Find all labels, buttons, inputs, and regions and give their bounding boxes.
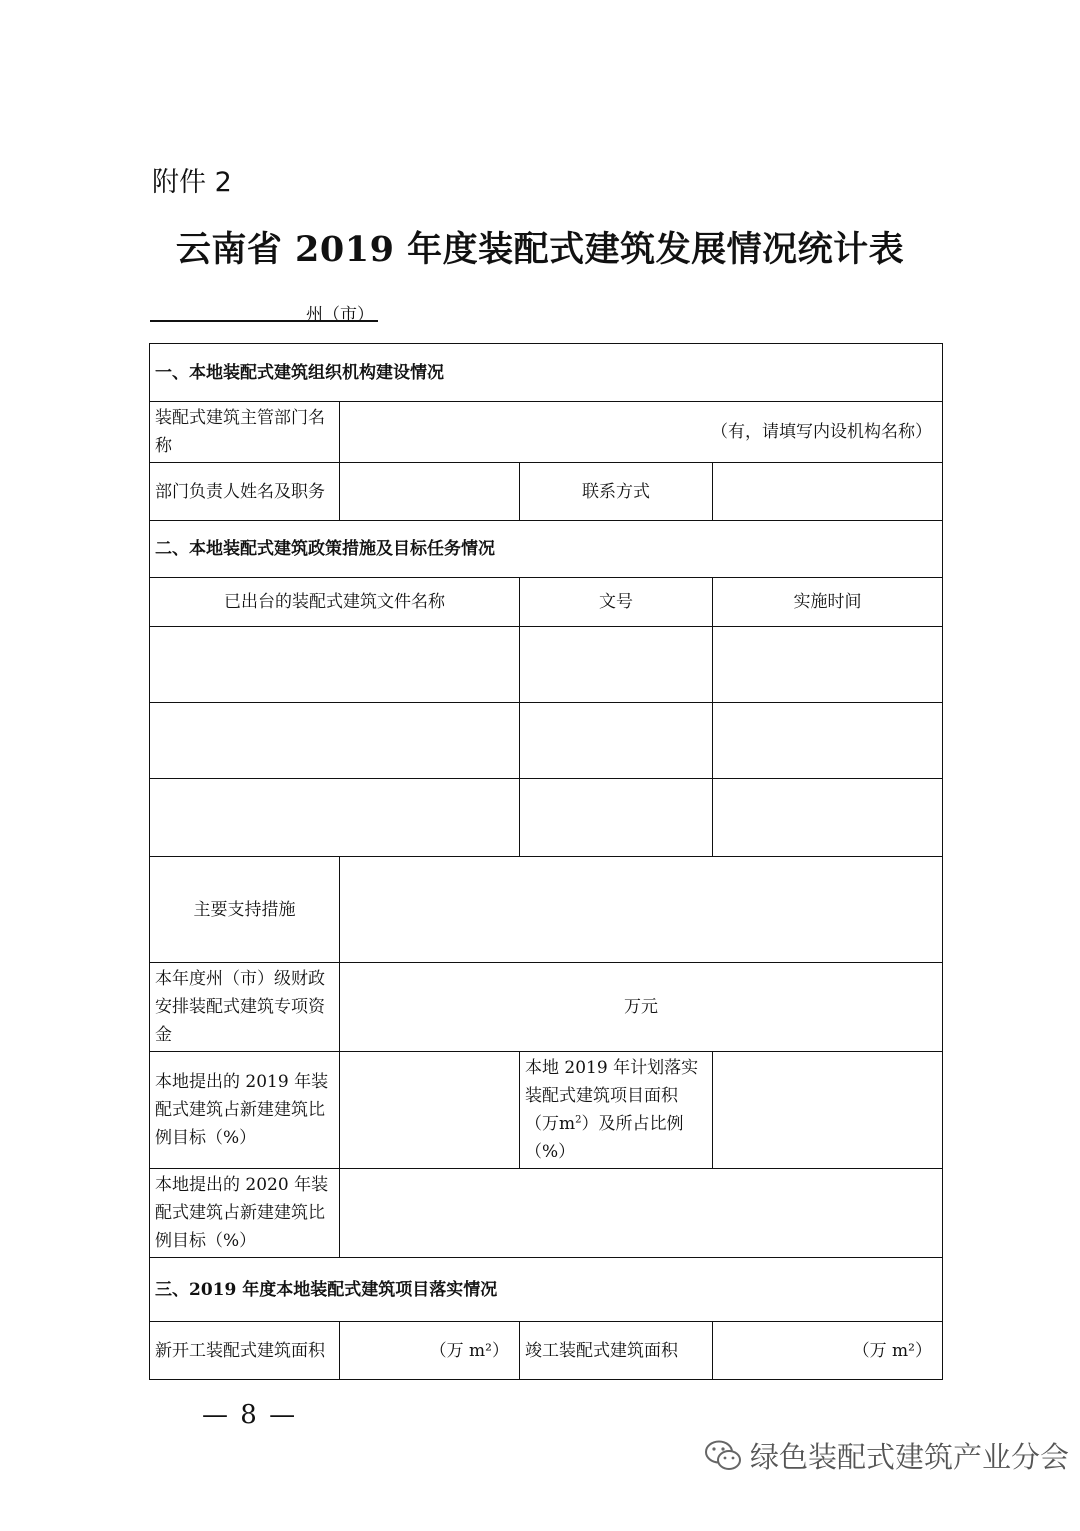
leader-row: [150, 463, 943, 521]
plan-2019-label-b: ）及所占比例（%）: [525, 1114, 684, 1162]
dept-name-row: [150, 402, 943, 463]
special-fund-field[interactable]: [340, 963, 943, 1052]
section3-title: 三、2019 年度本地装配式建筑项目落实情况: [150, 1258, 943, 1322]
special-fund-unit: 万元: [624, 997, 658, 1017]
special-fund-row: [150, 963, 943, 1052]
target-2020-label: 本地提出的 2020 年装配式建筑占新建建筑比例目标（%）: [150, 1169, 340, 1258]
support-measures-row: [150, 857, 943, 963]
target-2019-row: [150, 1052, 943, 1169]
section3-header-row: [150, 1258, 943, 1322]
col-effective-date: 实施时间: [713, 578, 943, 627]
section2-title: 二、本地装配式建筑政策措施及目标任务情况: [150, 521, 943, 578]
page-title: 云南省 2019 年度装配式建筑发展情况统计表: [175, 229, 905, 270]
target-2019-label: 本地提出的 2019 年装配式建筑占新建建筑比例目标（%）: [150, 1052, 340, 1169]
plan-2019-label-a: 本地 2019 年计划落实装配式建筑项目面积（万: [525, 1058, 699, 1134]
contact-label: 联系方式: [520, 463, 713, 521]
effective-date-field[interactable]: [713, 627, 943, 703]
policy-columns-row: [150, 578, 943, 627]
leader-field[interactable]: [340, 463, 520, 521]
doc-name-field[interactable]: [150, 779, 520, 857]
doc-number-field[interactable]: [520, 779, 713, 857]
effective-date-field[interactable]: [713, 703, 943, 779]
doc-name-field[interactable]: [150, 703, 520, 779]
target-2020-row: [150, 1169, 943, 1258]
contact-field[interactable]: [713, 463, 943, 521]
policy-row: [150, 779, 943, 857]
leader-label: 部门负责人姓名及职务: [150, 463, 340, 521]
section1-title: 一、本地装配式建筑组织机构建设情况: [150, 344, 943, 402]
policy-row: [150, 627, 943, 703]
wechat-icon: [704, 1439, 742, 1473]
section1-header-row: [150, 344, 943, 402]
statistics-form-table: [149, 343, 943, 1380]
policy-row: [150, 703, 943, 779]
doc-number-field[interactable]: [520, 627, 713, 703]
attachment-label: 附件 2: [152, 167, 232, 198]
watermark-text: 绿色装配式建筑产业分会: [750, 1440, 1070, 1474]
page-number: — 8 —: [202, 1400, 298, 1430]
special-fund-label: 本年度州（市）级财政安排装配式建筑专项资金: [150, 963, 340, 1052]
region-label: 州（市）: [306, 305, 374, 325]
doc-number-field[interactable]: [520, 703, 713, 779]
target-2020-field[interactable]: [340, 1169, 943, 1258]
col-doc-name: 已出台的装配式建筑文件名称: [150, 578, 520, 627]
project-area-row: [150, 1322, 943, 1380]
plan-2019-label-m: m: [559, 1114, 576, 1134]
target-2019-field[interactable]: [340, 1052, 520, 1169]
dept-name-label: 装配式建筑主管部门名称: [150, 402, 340, 463]
support-measures-label: 主要支持措施: [150, 857, 340, 963]
dept-name-field[interactable]: [340, 402, 943, 463]
completed-area-field[interactable]: [713, 1322, 943, 1380]
dept-name-hint: （有，请填写内设机构名称）: [711, 422, 932, 442]
plan-2019-label: [520, 1052, 713, 1169]
section2-header-row: [150, 521, 943, 578]
region-field[interactable]: [150, 300, 378, 325]
new-area-label: 新开工装配式建筑面积: [150, 1322, 340, 1380]
doc-name-field[interactable]: [150, 627, 520, 703]
completed-area-label: 竣工装配式建筑面积: [520, 1322, 713, 1380]
new-area-field[interactable]: [340, 1322, 520, 1380]
effective-date-field[interactable]: [713, 779, 943, 857]
plan-2019-label-sup: 2: [575, 1114, 582, 1126]
completed-area-unit: （万 m²）: [852, 1340, 932, 1361]
watermark: [704, 1435, 1069, 1476]
col-doc-number: 文号: [520, 578, 713, 627]
plan-2019-field[interactable]: [713, 1052, 943, 1169]
support-measures-field[interactable]: [340, 857, 943, 963]
new-area-unit: （万 m²）: [429, 1340, 509, 1361]
